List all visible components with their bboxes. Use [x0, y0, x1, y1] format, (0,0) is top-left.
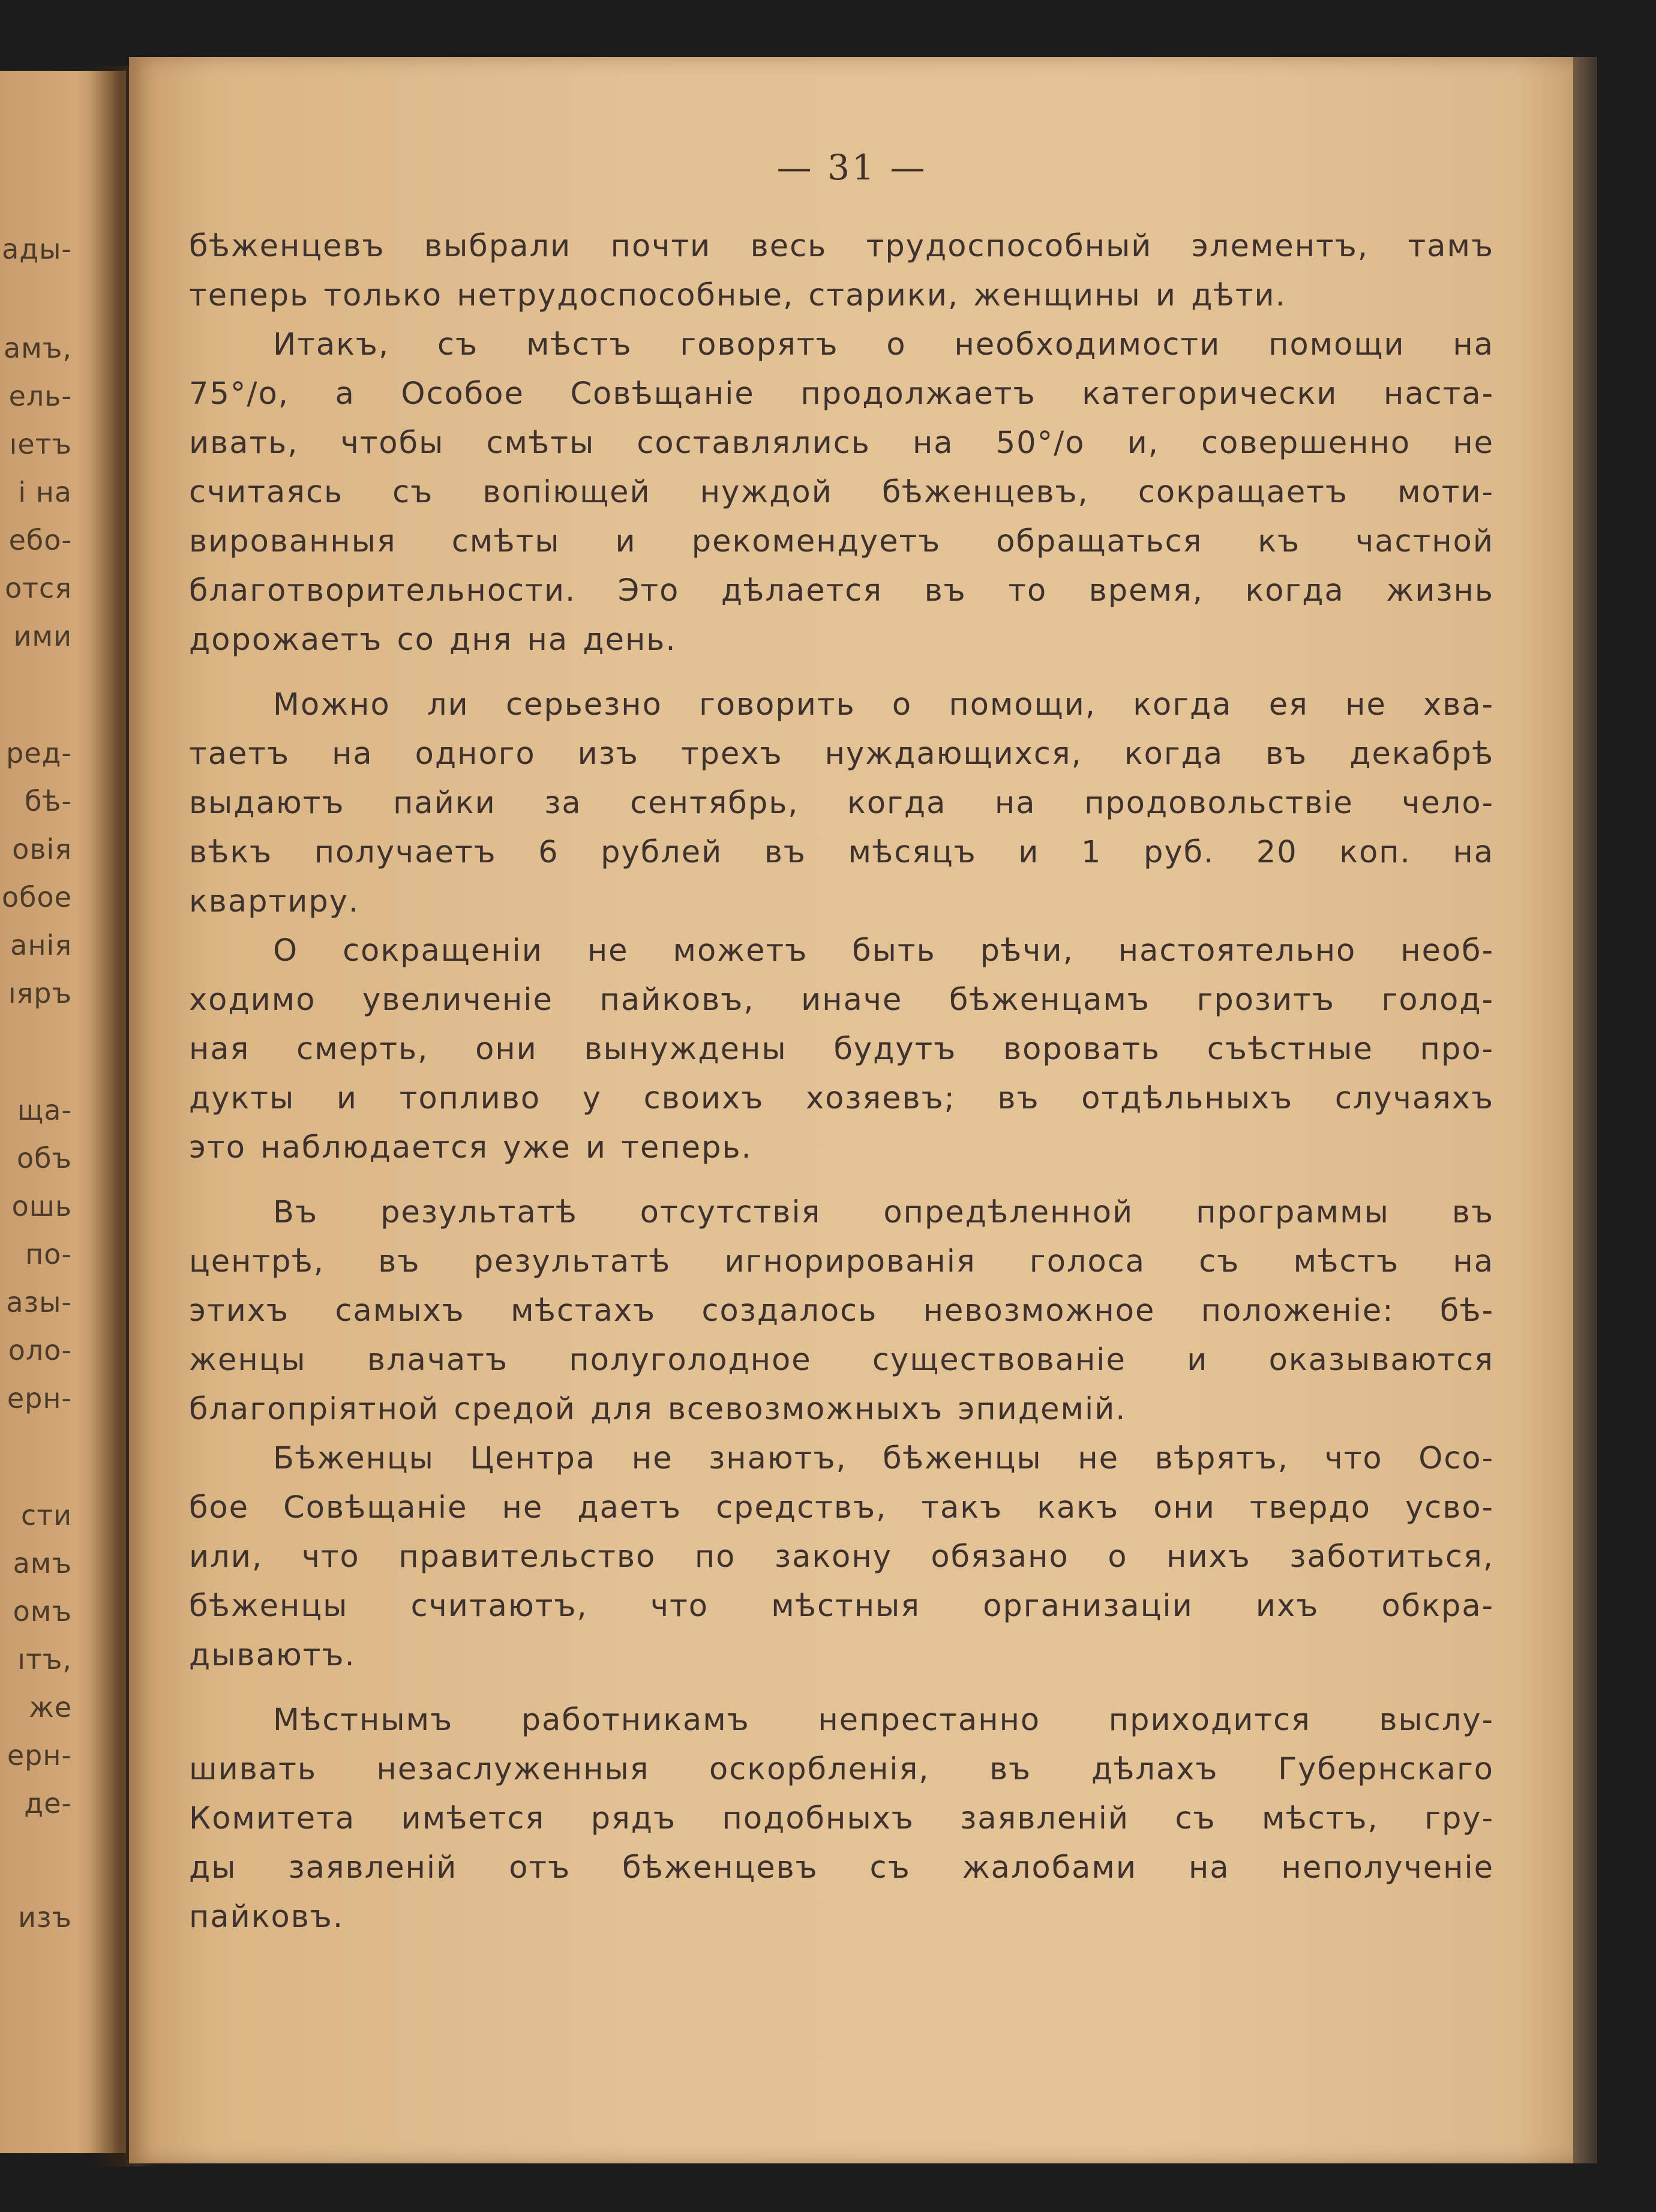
left-line-fragment: ıяръ — [8, 977, 72, 1009]
text-line: О сокращеніи не можетъ быть рѣчи, настоятельно необ- — [273, 933, 1494, 969]
text-line: бѣженцы считаютъ, что мѣстныя организаціи ихъ обкра- — [189, 1588, 1494, 1624]
text-line: этихъ самыхъ мѣстахъ создалось невозможное положеніе: бѣ- — [189, 1293, 1494, 1329]
left-line-fragment: изъ — [18, 1901, 72, 1934]
left-line-fragment: амъ — [13, 1547, 72, 1579]
text-line: таетъ на одного изъ трехъ нуждающихся, когда въ декабрѣ — [189, 736, 1494, 772]
text-line: квартиру. — [189, 884, 360, 919]
text-line: дукты и топливо у своихъ хозяевъ; въ отдѣльныхъ случаяхъ — [189, 1081, 1494, 1116]
left-line-fragment: ими — [13, 620, 72, 652]
text-line: Комитета имѣется рядъ подобныхъ заявленій съ мѣстъ, гру- — [189, 1801, 1494, 1836]
text-line: вированныя смѣты и рекомендуетъ обращаться къ частной — [189, 524, 1494, 559]
text-line: Въ результатѣ отсутствія опредѣленной программы въ — [273, 1195, 1494, 1230]
left-line-fragment: ерн- — [7, 1739, 72, 1772]
text-line: вѣкъ получаетъ 6 рублей въ мѣсяцъ и 1 руб. 20 коп. на — [189, 835, 1494, 870]
right-page — [129, 57, 1575, 2163]
left-line-fragment: амъ, — [3, 332, 72, 364]
text-line: Итакъ, съ мѣстъ говорятъ о необходимости помощи на — [273, 327, 1494, 362]
text-line: дорожаетъ со дня на день. — [189, 622, 677, 658]
text-line: теперь только нетрудоспособные, старики, женщины и дѣти. — [189, 278, 1286, 313]
text-line: благотворительности. Это дѣлается въ то время, когда жизнь — [189, 573, 1494, 609]
left-line-fragment: обое — [2, 881, 72, 913]
left-line-fragment: по- — [25, 1238, 72, 1270]
text-line: пайковъ. — [189, 1899, 344, 1935]
text-line: дываютъ. — [189, 1638, 356, 1673]
left-line-fragment: же — [29, 1691, 72, 1724]
left-line-fragment: омъ — [13, 1595, 72, 1627]
text-line: Бѣженцы Центра не знаютъ, бѣженцы не вѣрятъ, что Осо- — [273, 1441, 1494, 1476]
text-line: благопріятной средой для всевозможныхъ эпидемій. — [189, 1392, 1127, 1427]
left-line-fragment: азы- — [6, 1286, 72, 1318]
text-line: ды заявленій отъ бѣженцевъ съ жалобами на неполученіе — [189, 1850, 1494, 1886]
text-line: 75°/о, а Особое Совѣщаніе продолжаетъ категорически наста- — [189, 376, 1494, 412]
left-line-fragment: отся — [5, 572, 72, 604]
text-line: женцы влачатъ полуголодное существованіе и оказываются — [189, 1342, 1494, 1378]
text-line: выдаютъ пайки за сентябрь, когда на продовольствіе чело- — [189, 786, 1494, 821]
page-edge-shadow — [1573, 57, 1597, 2163]
left-line-fragment: анія — [10, 929, 72, 961]
left-line-fragment: де- — [24, 1787, 72, 1820]
text-line: ходимо увеличеніе пайковъ, иначе бѣженцамъ грозитъ голод- — [189, 982, 1494, 1018]
page-body — [189, 222, 1494, 1942]
left-line-fragment: ебо- — [8, 524, 72, 556]
left-line-fragment: бѣ- — [25, 785, 72, 817]
text-line: ная смерть, они вынуждены будутъ воровать съѣстные про- — [189, 1032, 1494, 1067]
left-line-fragment: объ — [16, 1142, 72, 1174]
left-line-fragment: сти — [21, 1499, 72, 1531]
left-line-fragment: ель- — [8, 380, 72, 412]
text-line: или, что правительство по закону обязано о нихъ заботиться, — [189, 1539, 1494, 1575]
text-line: бое Совѣщаніе не даетъ средствъ, такъ какъ они твердо усво- — [189, 1490, 1494, 1525]
left-line-fragment: і на — [18, 476, 72, 508]
text-line: центрѣ, въ результатѣ игнорированія голоса съ мѣстъ на — [189, 1244, 1494, 1279]
left-line-fragment: ошь — [11, 1190, 72, 1222]
left-line-fragment: ıтъ, — [17, 1643, 72, 1676]
left-line-fragment: ıетъ — [9, 428, 72, 460]
text-line: это наблюдается уже и теперь. — [189, 1130, 752, 1165]
text-line: бѣженцевъ выбрали почти весь трудоспособный элементъ, тамъ — [189, 229, 1494, 264]
text-line: Мѣстнымъ работникамъ непрестанно приходится выслу- — [273, 1703, 1494, 1738]
left-line-fragment: оло- — [8, 1334, 72, 1366]
left-line-fragment: ады- — [2, 233, 72, 265]
left-line-fragment: ща- — [17, 1094, 72, 1126]
text-line: считаясь съ вопіющей нуждой бѣженцевъ, сокращаетъ моти- — [189, 475, 1494, 510]
left-line-fragment: овія — [12, 833, 72, 865]
text-line: шивать незаслуженныя оскорбленія, въ дѣлахъ Губернскаго — [189, 1752, 1494, 1787]
left-line-fragment: ерн- — [7, 1382, 72, 1414]
text-line: Можно ли серьезно говорить о помощи, когда ея не хва- — [273, 687, 1494, 723]
text-line: ивать, чтобы смѣты составлялись на 50°/о и, совершенно не — [189, 425, 1494, 461]
left-line-fragment: ред- — [6, 737, 72, 769]
page-number: — 31 — — [776, 147, 928, 188]
